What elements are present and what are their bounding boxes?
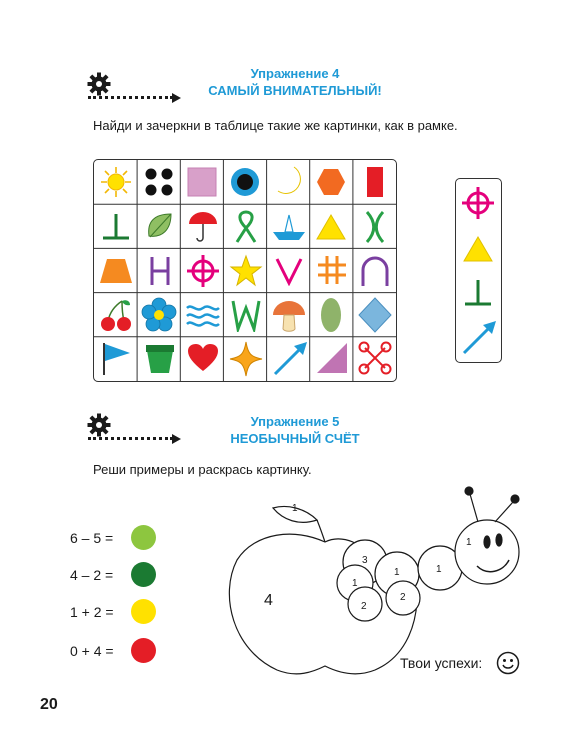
green-w-icon[interactable] [230,298,262,332]
green-x-shape-icon[interactable] [362,210,388,244]
red-rectangle-icon[interactable] [366,166,384,198]
red-heart-icon[interactable] [187,343,219,373]
exercise4-instruction: Найди и зачеркни в таблице такие же картинки, как в рамке. [93,118,458,133]
blue-rhombus-icon[interactable] [358,297,392,333]
color-dot-2 [131,562,156,587]
mushroom-icon[interactable] [271,297,307,333]
green-oval-icon[interactable] [320,297,342,333]
equation-3: 1 + 2 = [70,604,114,620]
frame-yellow-triangle-icon [463,236,493,262]
blue-flag-icon[interactable] [100,341,132,377]
label-seg-right: 1 [436,564,442,575]
green-ribbon-icon[interactable] [232,210,260,244]
frame-green-t-shape-icon [462,277,494,309]
reference-frame [455,178,502,363]
head-region [455,520,519,584]
label-leaf: 1 [292,503,298,514]
paper-boat-icon[interactable] [271,212,307,242]
color-dot-4 [131,638,156,663]
coloring-picture [225,480,535,685]
orange-hexagon-icon[interactable] [316,168,346,196]
blue-flower-icon[interactable] [141,297,177,333]
label-seg-bottom: 2 [361,601,367,612]
four-dots-icon[interactable] [144,167,174,197]
yellow-star-icon[interactable] [229,254,263,287]
exercise5-number: Упражнение 5 [250,414,340,429]
label-seg-mid-bottom: 2 [400,592,406,603]
orange-sparkle-icon[interactable] [229,341,263,377]
yellow-triangle-icon[interactable] [316,214,346,240]
page-number: 20 [40,696,58,713]
exercise4-title: САМЫЙ ВНИМАТЕЛЬНЫЙ! [208,83,382,98]
label-head: 1 [466,537,472,548]
pink-v-icon[interactable] [274,256,304,286]
exercise5-title: НЕОБЫЧНЫЙ СЧЁТ [230,431,360,446]
green-cup-icon[interactable] [144,343,176,375]
label-seg-top: 3 [362,555,368,566]
orange-hash-icon[interactable] [316,254,348,286]
orange-trapezoid-icon[interactable] [99,257,133,285]
moon-icon[interactable] [274,165,304,197]
purple-right-triangle-icon[interactable] [316,342,348,374]
gear-icon-2 [87,413,111,437]
gear-icon [87,72,111,96]
success-label: Твои успехи: [400,655,483,671]
equation-1: 6 – 5 = [70,530,114,546]
cherries-icon[interactable] [98,297,134,333]
green-t-shape-icon[interactable] [100,211,132,243]
color-dot-1 [131,525,156,550]
pink-square-icon[interactable] [187,167,217,197]
label-seg-left: 1 [352,578,358,589]
pink-crosshair-icon[interactable] [186,254,220,288]
equation-2: 4 – 2 = [70,567,114,583]
purple-arch-icon[interactable] [359,254,391,288]
label-seg-mid: 1 [394,567,400,578]
green-leaf-icon[interactable] [144,210,176,242]
blue-arrow-icon[interactable] [271,340,309,378]
exercise4-number: Упражнение 4 [250,66,340,81]
frame-pink-crosshair-icon [461,186,495,220]
color-dot-3 [131,599,156,624]
sun-icon[interactable] [100,166,132,198]
blue-eye-icon[interactable] [230,167,260,197]
frame-blue-arrow-icon [460,319,498,357]
red-umbrella-icon[interactable] [187,210,219,244]
label-apple: 4 [264,592,273,609]
blue-waves-icon[interactable] [185,301,221,329]
smiley-icon[interactable] [496,651,520,675]
equation-4: 0 + 4 = [70,643,114,659]
picture-grid [93,159,397,382]
red-chain-cross-icon[interactable] [358,341,392,375]
exercise5-instruction: Реши примеры и раскрась картинку. [93,462,312,477]
purple-h-icon[interactable] [147,255,173,287]
